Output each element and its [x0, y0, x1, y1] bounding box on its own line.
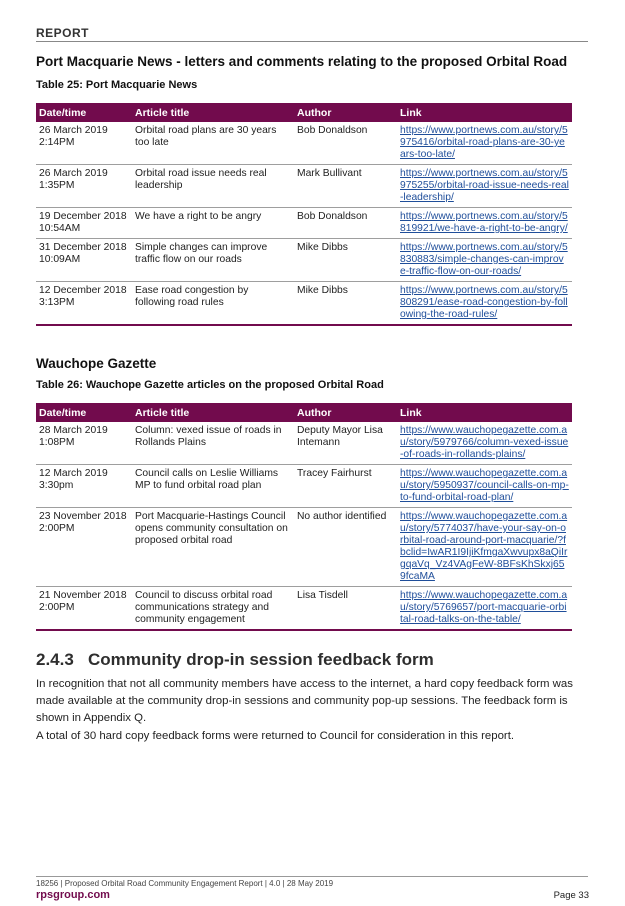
link-cell	[397, 208, 572, 239]
author-cell: Bob Donaldson	[294, 208, 397, 239]
table-row	[36, 465, 572, 508]
article-title-cell: Port Macquarie-Hastings Council opens community consultation on proposed orbital road	[132, 508, 294, 587]
date-cell	[36, 239, 132, 282]
author-cell: Deputy Mayor Lisa Intemann	[294, 422, 397, 465]
link-cell	[397, 282, 572, 326]
table-row	[36, 508, 572, 587]
date-cell	[36, 508, 132, 587]
table-25-caption: Table 25: Port Macquarie News	[36, 79, 198, 91]
time-text: 10:09AM	[39, 254, 81, 265]
time-text: 1:35PM	[39, 180, 75, 191]
article-title-cell: Orbital road issue needs real leadership	[132, 165, 294, 208]
date-text: 26 March 2019	[39, 168, 108, 179]
date-cell	[36, 422, 132, 465]
paragraph-1: In recognition that not all community members have access to the internet, a hard copy feedback form was made available at the community drop-in sessions and community pop-up sessions. The feedback form is shown in Appendix Q.	[36, 678, 573, 724]
subsection-heading	[36, 650, 434, 670]
article-title-cell: Orbital road plans are 30 years too late	[132, 122, 294, 165]
date-text: 26 March 2019	[39, 125, 108, 136]
date-cell	[36, 208, 132, 239]
date-cell	[36, 165, 132, 208]
link-cell	[397, 465, 572, 508]
footer-brand: rpsgroup.com	[36, 889, 110, 901]
table-row	[36, 587, 572, 631]
time-text: 10:54AM	[39, 223, 81, 234]
table-row	[36, 239, 572, 282]
author-cell: No author identified	[294, 508, 397, 587]
table-row	[36, 165, 572, 208]
article-link[interactable]: https://www.wauchopegazette.com.au/story/5950937/council-calls-on-mp-to-fund-orbital-road-plan/	[400, 468, 569, 503]
article-link[interactable]: https://www.portnews.com.au/story/5819921/we-have-a-right-to-be-angry/	[400, 211, 568, 234]
date-text: 23 November 2018	[39, 511, 127, 522]
table-row	[36, 208, 572, 239]
date-text: 21 November 2018	[39, 590, 127, 601]
port-news-table	[36, 103, 572, 326]
article-link[interactable]: https://www.portnews.com.au/story/5808291/ease-road-congestion-by-following-the-road-rules/	[400, 285, 568, 320]
article-link[interactable]: https://www.portnews.com.au/story/5975416/orbital-road-plans-are-30-years-too-late/	[400, 125, 568, 160]
article-title-cell: Simple changes can improve traffic flow on our roads	[132, 239, 294, 282]
column-header-date: Date/time	[36, 103, 132, 122]
date-cell	[36, 465, 132, 508]
link-cell	[397, 239, 572, 282]
wauchope-heading: Wauchope Gazette	[36, 356, 157, 371]
table-row	[36, 422, 572, 465]
author-cell: Mike Dibbs	[294, 282, 397, 326]
time-text: 2:00PM	[39, 602, 75, 613]
date-text: 12 March 2019	[39, 468, 108, 479]
column-header-link: Link	[397, 103, 572, 122]
time-text: 2:14PM	[39, 137, 75, 148]
section-title: Port Macquarie News - letters and comments relating to the proposed Orbital Road	[36, 54, 568, 69]
article-link[interactable]: https://www.wauchopegazette.com.au/story/5979766/column-vexed-issue-of-roads-in-rollands-plains/	[400, 425, 569, 460]
wauchope-table	[36, 403, 572, 631]
author-cell: Tracey Fairhurst	[294, 465, 397, 508]
column-header-author: Author	[294, 103, 397, 122]
article-link[interactable]: https://www.wauchopegazette.com.au/story/5769657/port-macquarie-orbital-road-talks-on-the-table/	[400, 590, 568, 625]
footer-divider	[36, 876, 588, 877]
time-text: 2:00PM	[39, 523, 75, 534]
table-header-row	[36, 103, 572, 122]
link-cell	[397, 422, 572, 465]
subsection-title: Community drop-in session feedback form	[88, 650, 434, 669]
time-text: 3:13PM	[39, 297, 75, 308]
article-title-cell: Column: vexed issue of roads in Rollands Plains	[132, 422, 294, 465]
author-cell: Lisa Tisdell	[294, 587, 397, 631]
time-text: 3:30pm	[39, 480, 74, 491]
article-link[interactable]: https://www.portnews.com.au/story/5830883/simple-changes-can-improve-traffic-flow-on-our-roads/	[400, 242, 568, 277]
time-text: 1:08PM	[39, 437, 75, 448]
port-news-table-body	[36, 122, 572, 325]
date-text: 28 March 2019	[39, 425, 108, 436]
date-text: 12 December 2018	[39, 285, 127, 296]
table-row	[36, 122, 572, 165]
article-title-cell: We have a right to be angry	[132, 208, 294, 239]
link-cell	[397, 587, 572, 631]
header-divider	[36, 41, 588, 42]
subsection-number: 2.4.3	[36, 650, 74, 669]
author-cell: Bob Donaldson	[294, 122, 397, 165]
date-cell	[36, 587, 132, 631]
wauchope-table-body	[36, 422, 572, 630]
article-link[interactable]: https://www.portnews.com.au/story/5975255/orbital-road-issue-needs-real-leadership/	[400, 168, 569, 203]
column-header-author: Author	[294, 403, 397, 422]
table-26-caption: Table 26: Wauchope Gazette articles on the proposed Orbital Road	[36, 379, 384, 391]
page-number: Page 33	[553, 890, 589, 901]
author-cell: Mark Bullivant	[294, 165, 397, 208]
table-header-row	[36, 403, 572, 422]
author-cell: Mike Dibbs	[294, 239, 397, 282]
column-header-title: Article title	[132, 403, 294, 422]
column-header-date: Date/time	[36, 403, 132, 422]
paragraph-2: A total of 30 hard copy feedback forms were returned to Council for consideration in this report.	[36, 730, 515, 742]
table-row	[36, 282, 572, 326]
date-text: 19 December 2018	[39, 211, 127, 222]
date-cell	[36, 122, 132, 165]
link-cell	[397, 508, 572, 587]
column-header-title: Article title	[132, 103, 294, 122]
date-cell	[36, 282, 132, 326]
link-cell	[397, 165, 572, 208]
date-text: 31 December 2018	[39, 242, 127, 253]
footer-doc-info: 18256 | Proposed Orbital Road Community Engagement Report | 4.0 | 28 May 2019	[36, 879, 334, 888]
column-header-link: Link	[397, 403, 572, 422]
article-link[interactable]: https://www.wauchopegazette.com.au/story/5774037/have-your-say-on-orbital-road-around-port-macquarie/?fbclid=IwAR1I9IjiKfmgaXwvupx8aQiIrgqaVq_Vz4VAgFeW-8BFsKhSkxj659fcaMA	[400, 511, 568, 582]
report-label: REPORT	[36, 26, 90, 40]
article-title-cell: Council to discuss orbital road communications strategy and community engagement	[132, 587, 294, 631]
article-title-cell: Ease road congestion by following road rules	[132, 282, 294, 326]
article-title-cell: Council calls on Leslie Williams MP to fund orbital road plan	[132, 465, 294, 508]
link-cell	[397, 122, 572, 165]
